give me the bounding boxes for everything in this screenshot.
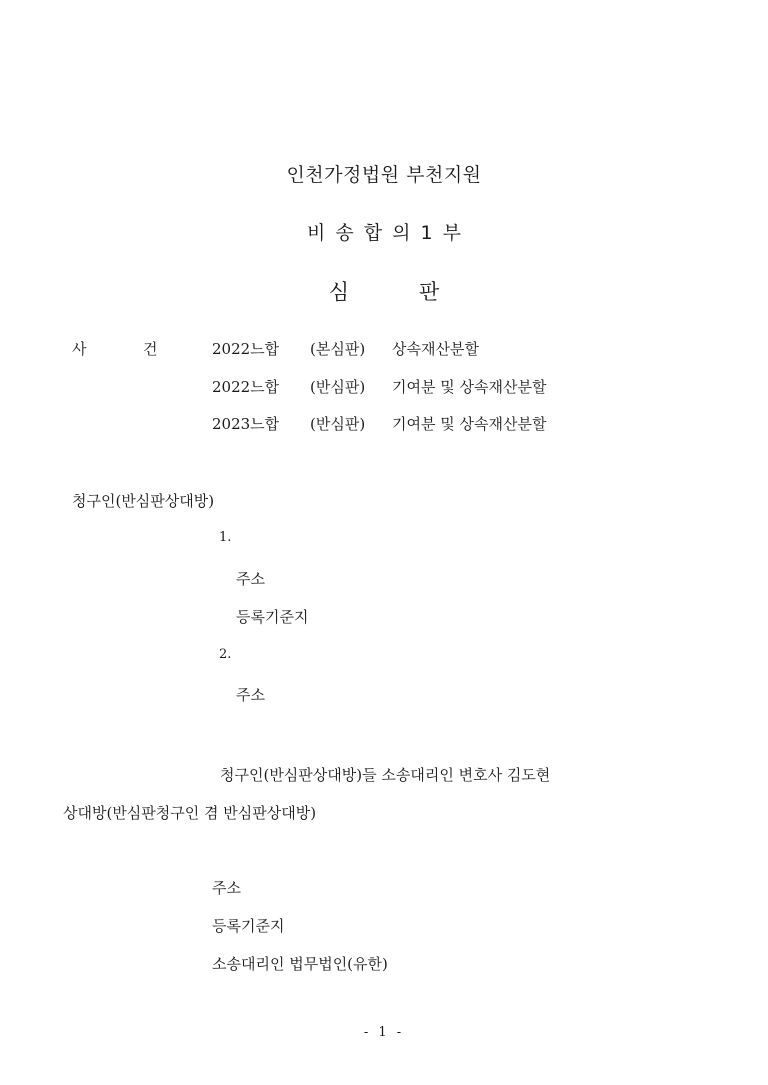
case-type-1: (본심판) bbox=[310, 340, 366, 358]
document-title-right: 판 bbox=[419, 280, 440, 304]
page-number: - 1 - bbox=[363, 1025, 405, 1040]
claimant-1-index: 1. bbox=[219, 530, 232, 545]
claimants-heading: 청구인(반심판상대방) bbox=[72, 492, 215, 510]
claimant-2-index: 2. bbox=[219, 647, 232, 662]
division-name: 비 송 합 의 1 부 bbox=[306, 222, 462, 244]
respondent-address-label: 주소 bbox=[212, 879, 241, 897]
respondent-heading: 상대방(반심판청구인 겸 반심판상대방) bbox=[63, 804, 317, 822]
case-type-2: (반심판) bbox=[310, 378, 366, 396]
document-title-left: 심 bbox=[328, 280, 349, 304]
claimant-2-address-label: 주소 bbox=[236, 686, 265, 704]
case-number-2: 2022느합 bbox=[212, 378, 280, 396]
case-label-second-char: 건 bbox=[143, 340, 158, 358]
case-title-1: 상속재산분할 bbox=[392, 340, 479, 358]
case-type-3: (반심판) bbox=[310, 415, 366, 433]
claimant-1-address-label: 주소 bbox=[236, 570, 265, 588]
respondent-registry-label: 등록기준지 bbox=[212, 917, 285, 935]
case-title-3: 기여분 및 상속재산분할 bbox=[392, 415, 547, 433]
claimants-attorney: 청구인(반심판상대방)들 소송대리인 변호사 김도현 bbox=[220, 766, 551, 784]
case-title-2: 기여분 및 상속재산분할 bbox=[392, 378, 547, 396]
court-name: 인천가정법원 부천지원 bbox=[286, 164, 482, 186]
claimant-1-registry-label: 등록기준지 bbox=[236, 608, 309, 626]
document-title bbox=[0, 276, 768, 306]
case-number-3: 2023느합 bbox=[212, 415, 280, 433]
respondent-attorney: 소송대리인 법무법인(유한) bbox=[212, 955, 388, 973]
case-label-first-char: 사 bbox=[72, 340, 87, 358]
case-number-1: 2022느합 bbox=[212, 340, 280, 358]
